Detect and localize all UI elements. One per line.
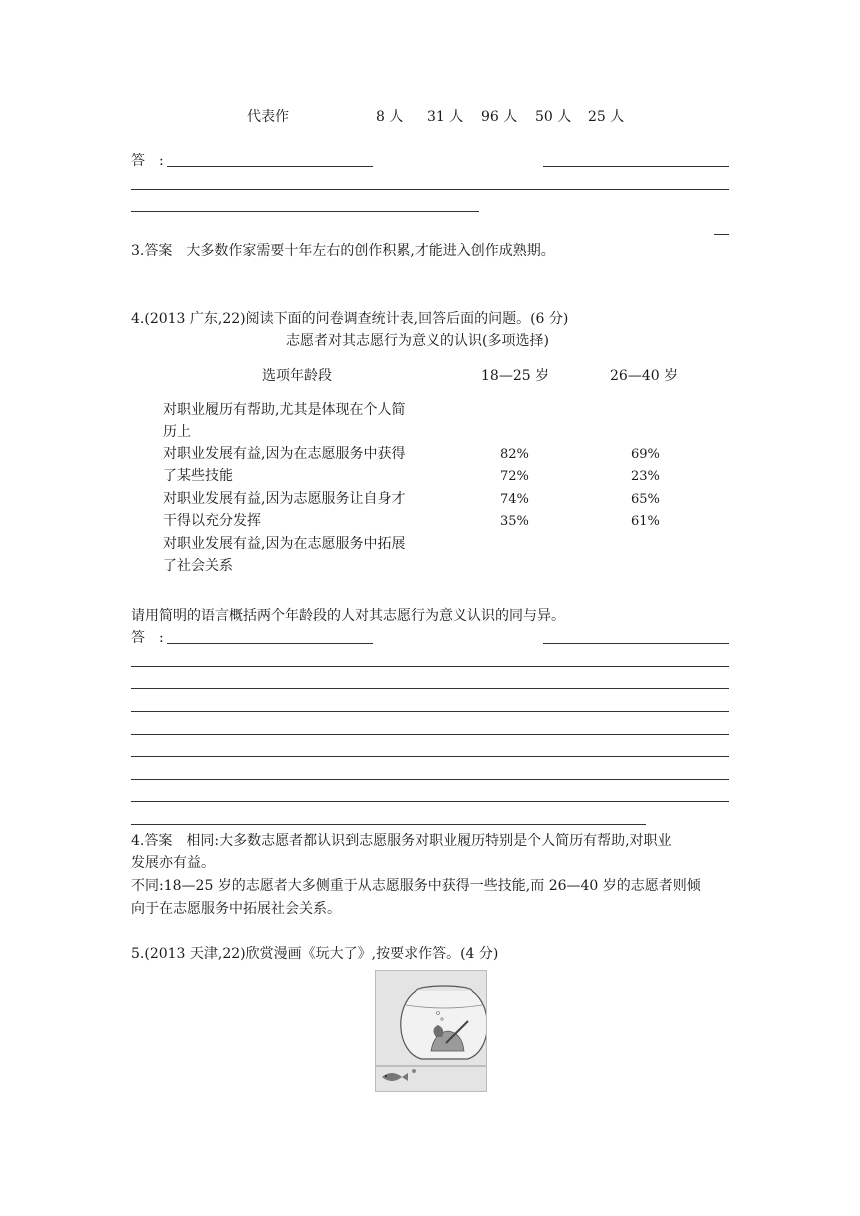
answer-blank-line (131, 801, 729, 802)
answer-blank-line (131, 756, 729, 757)
top-row-value: 31 人 (427, 109, 464, 125)
table-cell: 72% (500, 469, 529, 484)
table-cell: 35% (500, 514, 529, 529)
answer-blank-line (131, 779, 729, 780)
table-cell: 82% (500, 447, 529, 462)
table-row-text: 历上 (163, 424, 191, 440)
answer-blank-line (543, 643, 729, 644)
table-row-text: 了社会关系 (163, 558, 233, 574)
answer-label: 答 : (131, 153, 164, 169)
table-row-text: 对职业发展有益,因为在志愿服务中获得 (163, 446, 406, 462)
table-header-age-26-40: 26—40 岁 (610, 368, 679, 384)
table-cell: 65% (631, 492, 660, 507)
top-row-value: 96 人 (481, 109, 518, 125)
top-row-value: 25 人 (588, 109, 625, 125)
top-row-label: 代表作 (247, 109, 289, 125)
q4-answer-line: 发展亦有益。 (131, 855, 215, 871)
q4-answer-line: 4.答案 相同:大多数志愿者都认识到志愿服务对职业履历特别是个人简历有帮助,对职业 (131, 833, 672, 849)
q5-question: 5.(2013 天津,22)欣赏漫画《玩大了》,按要求作答。(4 分) (131, 946, 499, 962)
answer-blank-line (131, 211, 479, 212)
answer-blank-line (167, 643, 373, 644)
table-cell: 23% (631, 469, 660, 484)
q3-answer: 3.答案 大多数作家需要十年左右的创作积累,才能进入创作成熟期。 (131, 243, 555, 259)
table-row-text: 干得以充分发挥 (163, 513, 261, 529)
table-cell: 69% (631, 447, 660, 462)
answer-label: 答 : (131, 630, 164, 646)
top-row-value: 8 人 (376, 109, 404, 125)
table-row-text: 了某些技能 (163, 468, 233, 484)
answer-blank-line (131, 688, 729, 689)
answer-blank-line (131, 189, 729, 190)
answer-blank-line (131, 711, 729, 712)
answer-blank-line (131, 734, 729, 735)
fishbowl-cartoon-icon (375, 970, 487, 1092)
table-header-age-18-25: 18—25 岁 (481, 368, 550, 384)
answer-blank-line (131, 666, 729, 667)
q4-prompt: 请用简明的语言概括两个年龄段的人对其志愿行为意义认识的同与异。 (131, 608, 565, 624)
answer-blank-line (167, 166, 373, 167)
table-row-text: 对职业发展有益,因为志愿服务让自身才 (163, 491, 406, 507)
table-cell: 61% (631, 514, 660, 529)
answer-blank-line (543, 166, 729, 167)
q4-question: 4.(2013 广东,22)阅读下面的问卷调查统计表,回答后面的问题。(6 分) (131, 311, 569, 327)
q4-answer-line: 向于在志愿服务中拓展社会关系。 (131, 901, 341, 917)
table-row-text: 对职业履历有帮助,尤其是体现在个人简 (163, 402, 406, 418)
top-row-value: 50 人 (535, 109, 572, 125)
dash-mark (714, 234, 729, 235)
q4-answer-line: 不同:18—25 岁的志愿者大多侧重于从志愿服务中获得一些技能,而 26—40 岁的志愿者则倾 (131, 878, 701, 894)
table-row-text: 对职业发展有益,因为在志愿服务中拓展 (163, 536, 406, 552)
answer-blank-line (131, 824, 646, 825)
table-title: 志愿者对其志愿行为意义的认识(多项选择) (286, 333, 549, 349)
table-header-option: 选项年龄段 (262, 368, 332, 384)
table-cell: 74% (500, 492, 529, 507)
